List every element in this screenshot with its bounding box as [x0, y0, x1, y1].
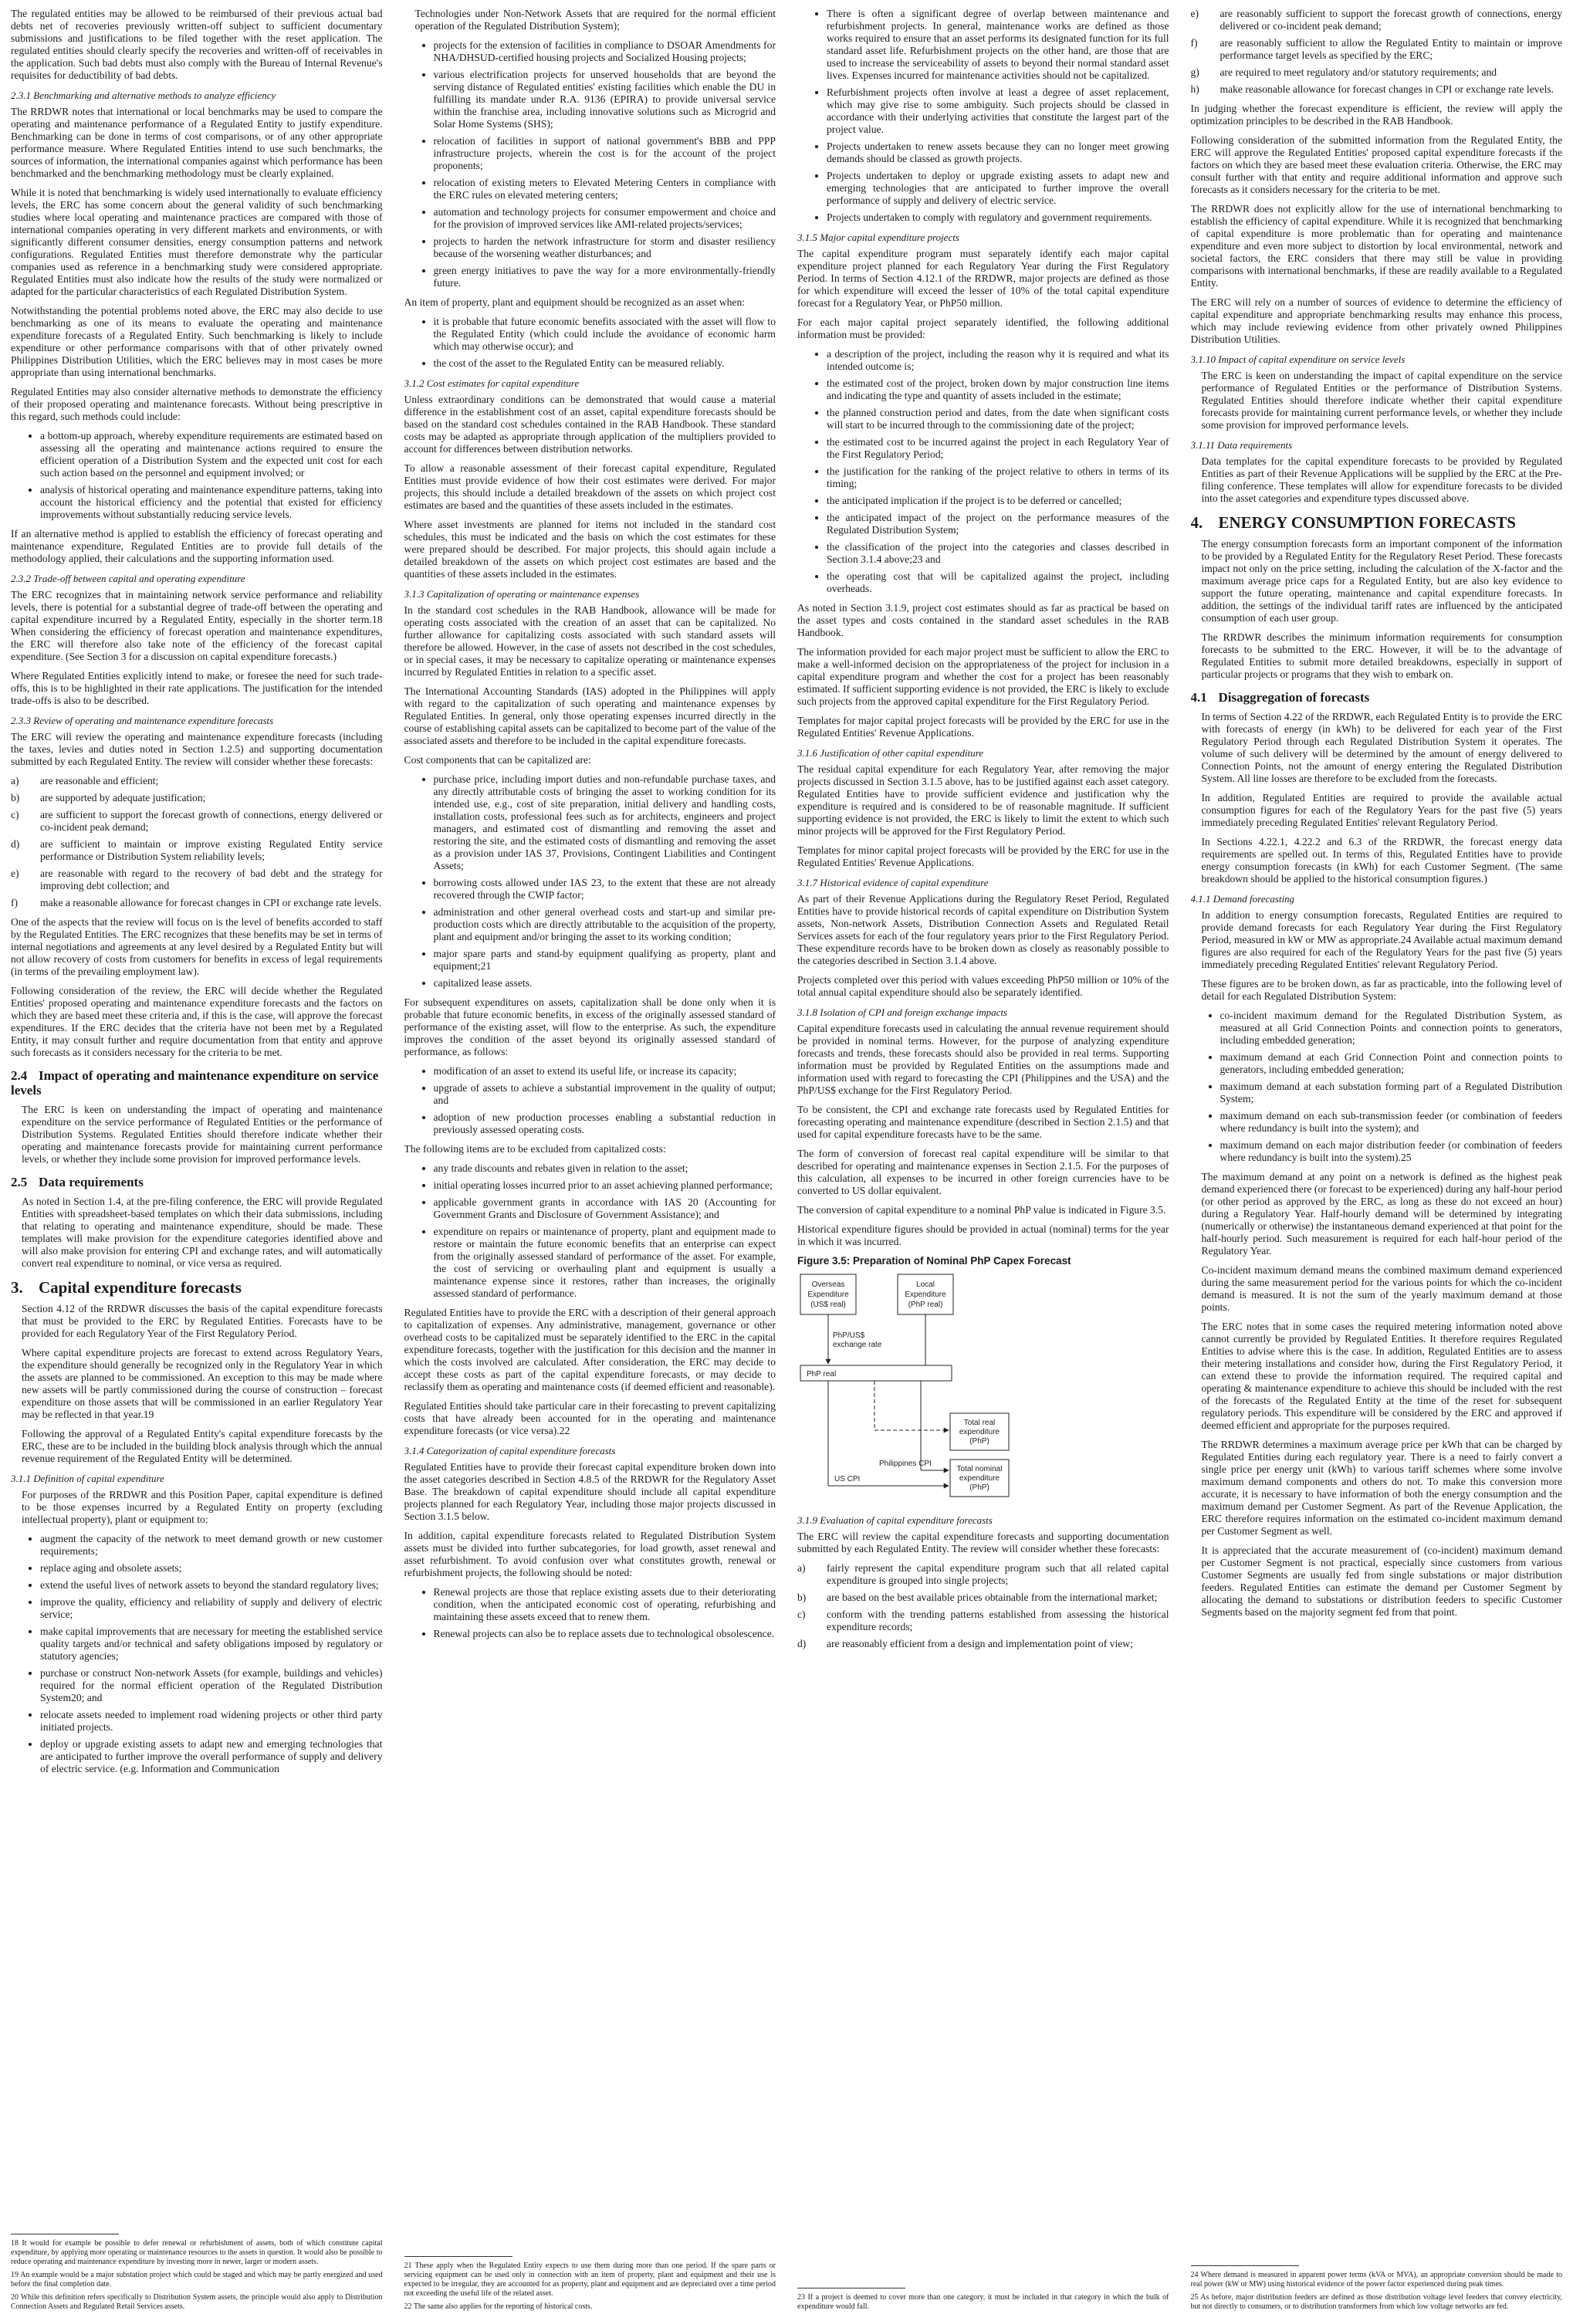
- svg-text:PhP real: PhP real: [807, 1370, 837, 1379]
- bullet-list: [404, 39, 776, 289]
- box-php-real: [800, 1365, 952, 1381]
- bullet-list: [404, 1065, 776, 1136]
- list-item: • improve the quality, efficiency and reliability of supply and delivery of electric service;: [40, 1596, 383, 1621]
- subsection-heading-3-1-1: 3.1.1 Definition of capital expenditure: [11, 1473, 164, 1484]
- paragraph: To be consistent, the CPI and exchange rate forecasts used by Regulated Entities for forecasting operating and maintenance expenditure (described in Section 2.1.5) and that used for capital expenditure forecasts have to be the same.: [797, 1104, 1169, 1140]
- list-item: • the planned construction period and dates, from the date when significant costs will start to be incurred through to the commissioning date of the project;: [827, 407, 1169, 431]
- ph-cpi-label: Philippines CPI: [879, 1460, 932, 1468]
- list-item: • purchase price, including import duties and non-refundable purchase taxes, and any directly attributable costs of bringing the asset to working condition for its intended use, e.g., cost of site preparation, initial delivery and handling costs, installation costs, professional fees such as for architects, engineers and project managers, and estimated cost of dismantling and removing the asset and restoring the site, and the estimated costs of dismantling and removing the asset as a provision under IAS 37, Provisions, Contingent Liabilities and Contingent Assets;: [434, 773, 776, 872]
- list-item: • the anticipated implication if the project is to be deferred or cancelled;: [827, 495, 1169, 507]
- svg-text:(US$ real): (US$ real): [810, 1301, 846, 1309]
- subsection-heading-3-1-10: 3.1.10 Impact of capital expenditure on service levels: [1190, 354, 1406, 365]
- fx-label: exchange rate: [833, 1341, 882, 1349]
- footnotes: [1191, 2258, 1563, 2316]
- svg-text:(PhP real): (PhP real): [908, 1301, 943, 1309]
- paragraph: Section 4.12 of the RRDWR discusses the basis of the capital expenditure forecasts that must be provided to the ERC by Regulated Entities. Forecasts have to be provided for each Regulatory Year of the First Regulatory Period.: [22, 1303, 383, 1339]
- bullet-list: [797, 8, 1169, 224]
- list-item: • deploy or upgrade existing assets to adapt new and emerging technologies that are anticipated to further improve the overall performance of supply and delivery of electric service. (e.g. Information and Communication: [40, 1738, 383, 1775]
- list-item: e) are reasonable with regard to the recovery of bad debt and the strategy for improving debt collection; and: [11, 868, 383, 891]
- paragraph: Technologies under Non-Network Assets that are required for the normal efficient operation of the Regulated Distribution System);: [414, 8, 776, 32]
- paragraph: The RRDWR does not explicitly allow for the use of international benchmarking to establish the efficiency of capital expenditure. While it is recognized that benchmarking of capital expenditure is more problematic than for operating and maintenance expenditure and even more subject to distortion by local environmental, network and societal factors, the ERC considers that there may still be value in providing comparisons with international benchmarks, if these are readily available to a Regulated Entity.: [1190, 203, 1562, 289]
- paragraph: For each major capital project separately identified, the following additional information must be provided:: [797, 316, 1169, 340]
- subsection-heading-3-1-9: 3.1.9 Evaluation of capital expenditure forecasts: [797, 1514, 993, 1526]
- paragraph: It is appreciated that the accurate measurement of (co-incident) maximum demand per Customer Segment is not practical, especially since customers from various Customer Segments are usually fed from single substations or major distribution feeders. Regulated Entities can estimate the demand per Customer Segment by allocating the demand to substations or distribution feeders to specific Customer Segments based on the majority segment fed from that point.: [1201, 1544, 1562, 1618]
- paragraph: If an alternative method is applied to establish the efficiency of forecast operating and maintenance expenditure, Regulated Entities are to provide full details of the methodology applied, their calculations and the supporting information used.: [11, 528, 383, 564]
- list-item: • various electrification projects for unserved households that are beyond the serving distance of Regulated entities' existing facilities which enable the DU in fulfilling its mandate under R.A. 9136 (EPIRA) to provide universal service within the franchise area, including innovative solutions such as Microgrid and Solar Home Systems (SHS);: [434, 69, 776, 130]
- list-item: • purchase or construct Non-network Assets (for example, buildings and vehicles) required for the normal efficient operation of the Regulated Distribution System20; and: [40, 1667, 383, 1704]
- fx-label: PhP/US$: [833, 1331, 865, 1340]
- paragraph: In Sections 4.22.1, 4.22.2 and 6.3 of the RRDWR, the forecast energy data requirements are spelled out. In terms of this, Regulated Entities have to provide energy consumption forecasts (in kWh) for each Customer Segment. (The same breakdown should be applied to the historical consumption figures.): [1201, 836, 1562, 885]
- paragraph: In addition, capital expenditure forecasts related to Regulated Distribution System assets must be divided into further subcategories, for load growth, asset renewal and asset refurbishment. To avoid confusion over what constitutes growth, renewal or refurbishment projects, the following should be noted:: [404, 1530, 776, 1578]
- subsection-heading-2-3-2: 2.3.2 Trade-off between capital and operating expenditure: [11, 573, 245, 584]
- list-item: c) are sufficient to support the forecast growth of connections, energy delivered or co-incident peak demand;: [11, 809, 383, 833]
- list-item: • major spare parts and stand-by equipment qualifying as property, plant and equipment;21: [434, 948, 776, 973]
- list-item: • augment the capacity of the network to meet demand growth or new customer requirements;: [40, 1533, 383, 1558]
- list-item: • relocation of existing meters to Elevated Metering Centers in compliance with the ERC rules on elevated metering centers;: [434, 177, 776, 201]
- footnote-rule: [1191, 2265, 1299, 2266]
- list-item: • make capital improvements that are necessary for meeting the established service quality targets and/or technical and safety obligations imposed by regulatory or statutory agencies;: [40, 1625, 383, 1663]
- paragraph: Following consideration of the review, the ERC will decide whether the Regulated Entities' proposed operating and maintenance expenditure forecasts and the factors on which they are based meet these criteria and, if this is the case, will approve the forecast expenditures. If the ERC decides that the criteria have not been met by a Regulated Entity, it may consult further and require documentation from that entity and approve such forecasts as it considers necessary for the criteria to be met.: [11, 985, 383, 1058]
- paragraph: The energy consumption forecasts form an important component of the information to be provided by a Regulated Entity for the Regulatory Reset Period. These forecasts impact not only on the price setting, including the calculation of the X-factor and the maximum average price caps for a Regulated Entity, but are also key evidence to support the future operating, maintenance and capital expenditure forecasts. In addition, the settings of the individual tariff rates are influenced by the anticipated consumption of each user group.: [1201, 538, 1562, 624]
- paragraph: For subsequent expenditures on assets, capitalization shall be done only when it is probable that future economic benefits, in excess of the originally assessed standard of performance of the existing asset, will flow to the enterprise. As such, the expenditure improves the condition of the asset beyond its originally assessed standard of performance, as follows:: [404, 996, 776, 1057]
- list-item: • a description of the project, including the reason why it is required and what its intended outcome is;: [827, 348, 1169, 373]
- list-item: • applicable government grants in accordance with IAS 20 (Accounting for Government Grants and Disclosure of Government Assistance); and: [434, 1196, 776, 1221]
- us-cpi-label: US CPI: [834, 1475, 861, 1483]
- paragraph: Notwithstanding the potential problems noted above, the ERC may also decide to use benchmarking as one of its means to evaluate the operating and maintenance expenditure forecasts of a Regulated Entity. Such benchmarking is likely to include expenditure or other performance comparisons with that of other privately owned Philippines Distribution Utilities, which the ERC believes may in most cases be more appropriate than using international benchmarks.: [11, 305, 383, 378]
- paragraph: Data templates for the capital expenditure forecasts to be provided by Regulated Entities as part of their Revenue Applications will be supplied by the ERC at the Pre-filing conference. These templates will allow for expenditure forecasts to be divided into the asset categories and expenditure types discussed above.: [1201, 455, 1562, 504]
- section-heading-2-5: 2.5 Data requirements: [11, 1175, 144, 1189]
- list-item: • the estimated cost to be incurred against the project in each Regulatory Year of the First Regulatory Period;: [827, 436, 1169, 461]
- list-item: b) are based on the best available prices obtainable from the international market;: [797, 1592, 1158, 1603]
- list-item: d) are sufficient to maintain or improve existing Regulated Entity service performance or Distribution System reliability levels;: [11, 838, 383, 862]
- section-heading-4-1: 4.1 Disaggregation of forecasts: [1190, 690, 1370, 705]
- list-item: • maximum demand at each Grid Connection Point and connection points to generators, including embedded generation;: [1220, 1051, 1563, 1076]
- list-item: • upgrade of assets to achieve a substantial improvement in the quality of output; and: [434, 1082, 776, 1107]
- list-item: g) are required to meet regulatory and/or statutory requirements; and: [1190, 66, 1497, 78]
- list-item: • the justification for the ranking of the project relative to others in terms of its timing;: [827, 465, 1169, 490]
- list-item: • Renewal projects can also be to replace assets due to technological obsolescence.: [434, 1628, 776, 1640]
- column-1: [11, 8, 383, 2323]
- paragraph: Regulated Entities should take particular care in their forecasting to prevent capitalizing costs that have already been accounted for in the operating and maintenance expenditure forecasts (or vice versa).22: [404, 1400, 776, 1436]
- list-item: • the estimated cost of the project, broken down by major construction line items and indicating the type and quantity of assets included in the estimate;: [827, 377, 1169, 402]
- paragraph: Where capital expenditure projects are forecast to extend across Regulatory Years, the expenditure should generally be recognized only in the Regulatory Year in which the assets are planned to be commissioned. An exception to this may be made where new assets will be partly commissioned during the course of construction – forecast expenditure on those assets that will be commissioned in an earlier Regulatory Year may be reflected in that year.19: [22, 1347, 383, 1420]
- paragraph: The ERC notes that in some cases the required metering information noted above cannot currently be provided by Regulated Entities. It therefore requires Regulated Entities to advise where this is the case. In addition, Regulated Entities are to assess their metering installations and consider how, during the First Regulatory Period, it can extend these to provide the information required. The required capital and operating & maintenance expenditure to achieve this should be included with the rest of the forecasts of the Regulated Entity at the time of the reset for subsequent regulatory periods. This expenditure will be considered by the ERC and approved if deemed efficient and appropriate for the purposes required.: [1201, 1321, 1562, 1431]
- paragraph: While it is noted that benchmarking is widely used internationally to evaluate efficiency levels, the ERC has some concern about the general validity of such benchmarking studies where local operating and maintenance practices are compared with those of international companies operating in very different markets and environments, or with significantly different consumer densities, energy consumption patterns and network configurations. Regulated Entities must therefore demonstrate why the particular companies used as reference in a benchmarking study were considered appropriate. Regulated Entities must also indicate how the results of the study were normalized or adapted for the particular characteristics of each Regulated Distribution System.: [11, 187, 383, 297]
- list-item: • maximum demand on each major distribution feeder (or combination of feeders where redundancy is built into the system).25: [1220, 1139, 1563, 1164]
- box-total-nominal-expenditure: [950, 1460, 1009, 1497]
- bullet-list: [11, 1533, 383, 1775]
- list-item: f) are reasonably sufficient to allow the Regulated Entity to maintain or improve performance target levels as specified by the ERC;: [1190, 37, 1562, 61]
- paragraph: The RRDWR determines a maximum average price per kWh that can be charged by Regulated Entities during each regulatory year. There is a need to fairly convert a single price per energy unit (kWh) to various tariff schemes where some involve maximum demand components and others do not. To make this conversion more accurate, it is necessary to have information of both the energy consumption and the maximum demand per Customer Segment. As part of the Revenue Application, the ERC therefore requires information on the estimated co-incident maximum demand per Customer Segment as well.: [1201, 1439, 1562, 1537]
- paragraph: Following consideration of the submitted information from the Regulated Entity, the ERC will approve the Regulated Entities' proposed capital expenditure forecasts if the factors on which they are based meet these evaluation criteria. Otherwise, the ERC may consult further with that entity and require additional information and approve such forecasts as it considers necessary for the criteria to be met.: [1190, 134, 1562, 195]
- box-total-real-expenditure: [950, 1413, 1009, 1450]
- list-item: • capitalized lease assets.: [434, 977, 776, 989]
- subsection-heading-3-1-8: 3.1.8 Isolation of CPI and foreign exchange impacts: [797, 1006, 1008, 1018]
- paragraph: As noted in Section 1.4, at the pre-filing conference, the ERC will provide Regulated Entities with spreadsheet-based templates on which their data submissions, including that relating to operating and maintenance expenditure, should be made. These templates will make provision for the expenditure categories identified above and will also make provision for entering CPI and exchange rates, and will automatically convert real expenditure to nominal, or vice versa as required.: [22, 1196, 383, 1269]
- list-item: • Projects undertaken to renew assets because they can no longer meet growing demands should be classed as growth projects.: [827, 140, 1169, 165]
- lettered-list: [797, 1562, 1169, 1650]
- svg-text:Expenditure: Expenditure: [905, 1291, 946, 1299]
- column-2: [404, 8, 776, 2323]
- list-item: • relocate assets needed to implement road widening projects or other third party initiated projects.: [40, 1709, 383, 1734]
- list-item: • it is probable that future economic benefits associated with the asset will flow to the Regulated Entity (which could include the avoidance of economic harm which may otherwise occur); and: [434, 316, 776, 353]
- list-item: • projects to harden the network infrastructure for storm and disaster resiliency because of the worsening weather disturbances; and: [434, 235, 776, 260]
- box-local-expenditure: [898, 1274, 953, 1314]
- paragraph: The information provided for each major project must be sufficient to allow the ERC to make a well-informed decision on the appropriateness of the project for inclusion in a capital expenditure program and whether the cost for a project has been reasonably estimated. If sufficient supporting evidence is not provided, the ERC is likely to exclude such projects from the approved capital expenditure for the First Regulatory Period.: [797, 646, 1169, 707]
- svg-text:(PhP): (PhP): [969, 1483, 989, 1492]
- subsection-heading-3-1-2: 3.1.2 Cost estimates for capital expenditure: [404, 377, 580, 389]
- list-item: • Refurbishment projects often involve at least a degree of asset replacement, which may give rise to some ambiguity. Such projects should be classed in accordance with their underlying activities that constitute the largest part of the project value.: [827, 86, 1169, 136]
- footnote: 22 The same also applies for the reporting of historical costs.: [404, 2302, 593, 2311]
- list-item: • Projects undertaken to comply with regulatory and government requirements.: [827, 211, 1169, 224]
- paragraph: Templates for minor capital project forecasts will be provided by the ERC for use in the Regulated Entities' Revenue Applications.: [797, 844, 1169, 868]
- list-item: • expenditure on repairs or maintenance of property, plant and equipment made to restore or maintain the future economic benefits that an enterprise can expect from the originally assessed standard of performance of the asset. For example, the cost of servicing or overhauling plant and equipment is usually a maintenance expense since it restores, rather than increases, the originally assessed standard of performance.: [434, 1226, 776, 1300]
- paragraph: As part of their Revenue Applications during the Regulatory Reset Period, Regulated Entities have to provide historical records of capital expenditure on Distribution System assets, Non-network Assets, Distribution Connection Assets and Regulated Retail Services assets for each of the four regulatory years prior to the First Regulatory Period. These expenditure records have to be broken down as closely as reasonably possible to the categories described in Section 3.1.4 above.: [797, 893, 1169, 966]
- chapter-heading-4: 4. ENERGY CONSUMPTION FORECASTS: [1190, 513, 1516, 532]
- box-overseas-expenditure: [800, 1274, 856, 1314]
- list-item: a) are reasonable and efficient;: [11, 775, 159, 787]
- svg-text:Expenditure: Expenditure: [807, 1291, 849, 1299]
- lettered-list: [1191, 8, 1563, 96]
- list-item: • co-incident maximum demand for the Regulated Distribution System, as measured at all Grid Connection Points and connection points to generators, including embedded generation;: [1220, 1010, 1563, 1047]
- list-item: • maximum demand on each sub-transmission feeder (or combination of feeders where redundancy is built into the system); and: [1220, 1110, 1563, 1135]
- list-item: • adoption of new production processes enabling a substantial reduction in previously assessed operating costs.: [434, 1111, 776, 1136]
- list-item: • administration and other general overhead costs and start-up and similar pre-production costs which are directly attributable to the acquisition of the property, plant and equipment and/or bringing the asset to its working condition;: [434, 906, 776, 943]
- paragraph: Where asset investments are planned for items not included in the standard cost schedules, this must be indicated and the basis on which the cost estimates for these were prepared should be described. For major projects, this should again include a detailed breakdown of the assets on which project cost estimates are based and the quantities of these assets included in the estimates.: [404, 519, 776, 580]
- list-item: h) make reasonable allowance for forecast changes in CPI or exchange rate levels.: [1190, 83, 1554, 95]
- paragraph: The conversion of capital expenditure to a nominal PhP value is indicated in Figure 3.5.: [797, 1204, 1166, 1216]
- paragraph: The capital expenditure program must separately identify each major capital expenditure project planned for each Regulatory Year during the First Regulatory Period. In terms of Section 4.12.1 of the RRDWR, major projects are defined as those for which expenditure will exceed the lesser of 10% of the total capital expenditure forecast for a Regulatory Year, or PhP50 million.: [797, 248, 1169, 309]
- list-item: • the classification of the project into the categories and classes described in Section 3.1.4 above;23 and: [827, 541, 1169, 566]
- footnotes: [404, 2248, 776, 2316]
- bullet-list: [404, 316, 776, 370]
- paragraph: Projects completed over this period with values exceeding PhP50 million or 10% of the total annual capital expenditure should also be separately identified.: [797, 974, 1169, 998]
- paragraph: The ERC is keen on understanding the impact of capital expenditure on the service performance of Regulated Entities or the performance of Distribution Systems. Regulated Entities should therefore indicate whether their capital expenditure forecasts provide for maintaining current performance levels, or whether they include some provision for improved performance levels.: [1201, 370, 1562, 431]
- paragraph: These figures are to be broken down, as far as practicable, into the following level of detail for each Regulated Distribution System:: [1201, 978, 1562, 1002]
- bullet-list: [11, 430, 383, 521]
- list-item: a) fairly represent the capital expenditure program such that all related capital expenditure is grouped into single projects;: [797, 1562, 1169, 1586]
- figure-title: Figure 3.5: Preparation of Nominal PhP Capex Forecast: [797, 1255, 1071, 1267]
- list-item: • the anticipated impact of the project on the performance measures of the Regulated Distribution System;: [827, 512, 1169, 536]
- footnote: 21 These apply when the Regulated Entity expects to use them during more than one period. If the spare parts or servicing equipment can be used only in connection with an item of property, plant and equipment and their use is expected to be irregular, they are accounted for as property, plant and equipment and are depreciated over a time period not exceeding the useful life of the related asset.: [404, 2261, 776, 2298]
- list-item: • projects for the extension of facilities in compliance to DSOAR Amendments for NHA/DHSUD-certified housing projects and Socialized Housing projects;: [434, 39, 776, 64]
- footnote-rule: [404, 2256, 512, 2257]
- paragraph: The International Accounting Standards (IAS) adopted in the Philippines will apply with regard to the capitalization of such operating and maintenance expenses by Regulated Entities. In general, only those operating expenses incurred directly in the course of establishing capital assets can be capitalized to become part of the value of the associated assets and therefore to be included in the capital expenditure forecasts.: [404, 685, 776, 746]
- chapter-heading-3: 3. Capital expenditure forecasts: [11, 1278, 242, 1297]
- paragraph: Following the approval of a Regulated Entity's capital expenditure forecasts by the ERC, these are to be included in the building block analysis through which the annual revenue requirement of the Regulated Entity will be determined.: [22, 1428, 383, 1464]
- paragraph: Regulated Entities may also consider alternative methods to demonstrate the efficiency of their proposed operating and maintenance forecasts. Without being prescriptive in this regard, such methods could include:: [11, 386, 383, 422]
- paragraph: In terms of Section 4.22 of the RRDWR, each Regulated Entity is to provide the ERC with forecasts of energy (in kWh) to be delivered for each year of the First Regulatory Period through each Regulated Distribution System it operates. The volume of such delivery will be determined by the amount of energy delivered to Connection Points, not the amount of energy entering the Regulated Distribution System. All line losses are therefore to be excluded from the forecasts.: [1201, 711, 1562, 784]
- footnote: 19 An example would be a major substation project which could be staged and which may be partly energized and used before the final completion date.: [11, 2271, 383, 2288]
- list-item: f) make a reasonable allowance for forecast changes in CPI or exchange rate levels.: [11, 897, 381, 908]
- paragraph: The regulated entities may be allowed to be reimbursed of their previous actual bad debts net of recoveries previously written-off subject to sufficient documentary submissions and justifications to be filed together with the reset application. The regulated entities should clearly specify the recoveries and written-off of receivables in the application. Such bad debts must also comply with the Bureau of Internal Revenue's requisites for deductibility of bad debts.: [11, 8, 383, 81]
- list-item: • maximum demand at each substation forming part of a Regulated Distribution System;: [1220, 1081, 1563, 1105]
- lettered-list: [11, 775, 383, 909]
- paragraph: The residual capital expenditure for each Regulatory Year, after removing the major projects discussed in Section 3.1.5 above, has to be justified against each asset category. Regulated Entities have to provide sufficient evidence and justification why the expenditure is required and is considered to be of reasonable magnitude. If sufficient supporting evidence is not provided, the ERC is likely to limit the extent to which such minor projects will be approved for the First Regulatory Period.: [797, 763, 1169, 837]
- footnote: 25 As before, major distribution feeders are defined as those distribution voltage level feeders that convey electricity, but not directly to consumers, or to distribution transformers from which low voltage networks are fed.: [1190, 2293, 1562, 2311]
- svg-text:expenditure: expenditure: [959, 1428, 1000, 1436]
- paragraph: Historical expenditure figures should be provided in actual (nominal) terms for the year in which it was incurred.: [797, 1223, 1169, 1247]
- subsection-heading-4-1-1: 4.1.1 Demand forecasting: [1190, 893, 1295, 905]
- paragraph: An item of property, plant and equipment should be recognized as an asset when:: [404, 296, 746, 308]
- list-item: • replace aging and obsolete assets;: [40, 1562, 383, 1575]
- subsection-heading-3-1-3: 3.1.3 Capitalization of operating or maintenance expenses: [404, 588, 640, 600]
- subsection-heading-2-3-1: 2.3.1 Benchmarking and alternative methods to analyze efficiency: [11, 90, 276, 101]
- paragraph: The form of conversion of forecast real capital expenditure will be similar to that described for operating and maintenance expenses in Section 2.1.5. For the purposes of this calculation, all expenses to be incurred in other foreign currencies have to be converted to US dollar equivalent.: [797, 1148, 1169, 1196]
- bullet-list: [404, 1162, 776, 1300]
- list-item: • automation and technology projects for consumer empowerment and choice and for the provision of improved services like AMI-related projects/services;: [434, 206, 776, 231]
- paragraph: The following items are to be excluded from capitalized costs:: [404, 1143, 666, 1155]
- bullet-list: [404, 1586, 776, 1640]
- list-item: • borrowing costs allowed under IAS 23, to the extent that these are not already recovered through the CWIP factor;: [434, 877, 776, 902]
- subsection-heading-2-3-3: 2.3.3 Review of operating and maintenance expenditure forecasts: [11, 715, 274, 726]
- list-item: • initial operating losses incurred prior to an asset achieving planned performance;: [434, 1179, 776, 1192]
- list-item: • any trade discounts and rebates given in relation to the asset;: [434, 1162, 776, 1175]
- footnotes: [11, 2226, 383, 2316]
- paragraph: The maximum demand at any point on a network is defined as the highest peak demand experienced there (or forecast to be experienced) during any half-hour period (or other period as approved by the ERC, as long as these do not exceed an hour) during a Regulatory Year. Half-hourly demand will be determined by integrating (numerically or otherwise) the instantaneous demand experienced at that point for the half-hourly period. Such measurement is required for each half-hour period of the Regulatory Year.: [1201, 1171, 1562, 1257]
- paragraph: One of the aspects that the review will focus on is the level of benefits accorded to staff by the Regulated Entities. The ERC recognizes that these benefits may be set in terms of internal negotiations and agreements at any level desired by a Regulated Entity but will not allow recovery of costs from customers for benefits in excess of legal requirements (in terms of the prevailing employment law).: [11, 916, 383, 977]
- paragraph: In judging whether the forecast expenditure is efficient, the review will apply the optimization principles to be described in the RAB Handbook.: [1190, 103, 1562, 127]
- paragraph: Unless extraordinary conditions can be demonstrated that would cause a material difference in the establishment cost of an asset, capital expenditure forecasts should be based on the standard cost schedules contained in the RAB Handbook. These standard costs may be adapted as appropriate through application of the multipliers provided to account for differences between distribution networks.: [404, 394, 776, 455]
- bullet-list: [1191, 1010, 1563, 1164]
- paragraph: The RRDWR describes the minimum information requirements for consumption forecasts to be submitted to the ERC. However, it will be to the advantage of Regulated Entities to submit more detailed breakdowns, especially in support of particular projects or programs that they wish to embark on.: [1201, 631, 1562, 680]
- paragraph: To allow a reasonable assessment of their forecast capital expenditure, Regulated Entities must provide evidence of how their cost estimates were derived. For major projects, this should include a detailed breakdown of the assets on which project cost estimates are based and the quantities of these assets included in the estimates.: [404, 462, 776, 511]
- paragraph: The ERC will rely on a number of sources of evidence to determine the efficiency of capital expenditure and appropriate benchmarking results may enhance this process, which may include reviewing evidence from other privately owned Philippines Distribution Utilities.: [1190, 296, 1562, 345]
- footnote: 20 While this definition refers specifically to Distribution System assets, the principle would also apply to Distribution Connection Assets and Regulated Retail Services assets.: [11, 2293, 383, 2311]
- svg-text:Total real: Total real: [963, 1419, 996, 1427]
- section-heading-2-4: 2.4 Impact of operating and maintenance expenditure on service levels: [11, 1068, 379, 1098]
- paragraph: Regulated Entities have to provide the ERC with a description of their general approach to capitalization of expenses. Any administrative, management, governance or other overhead costs to be capitalized must be separately identified to the ERC in the capital expenditure forecasts, together with the justification for this decision and the manner in which the costs involved are calculated. After consideration, the ERC may decide to accept these costs as part of the capital expenditure forecasts, or may decide to reclassify them as operating and maintenance costs (if deemed efficient and reasonable).: [404, 1307, 776, 1392]
- svg-text:Total nominal: Total nominal: [956, 1465, 1003, 1473]
- column-3: [797, 8, 1169, 2323]
- list-item: • modification of an asset to extend its useful life, or increase its capacity;: [434, 1065, 776, 1077]
- svg-text:expenditure: expenditure: [959, 1474, 1000, 1483]
- paragraph: Capital expenditure forecasts used in calculating the annual revenue requirement should be provided in nominal terms. However, for the purpose of analyzing expenditure forecasts and trends, these forecasts should also be provided in real terms. Supporting information must be provided by Regulated Entities on the assumptions made and information used with regard to forecasting the CPI (Philippines and the USA) and the PhP/US$ exchange for the First Regulatory Period.: [797, 1023, 1169, 1096]
- list-item: • Projects undertaken to deploy or upgrade existing assets to adapt new and emerging technologies that are anticipated to further improve the overall performance of supply and delivery of electric service.: [827, 170, 1169, 207]
- paragraph: Cost components that can be capitalized are:: [404, 754, 591, 766]
- paragraph: In the standard cost schedules in the RAB Handbook, allowance will be made for operating costs associated with the creation of an asset that can be capitalized. No further allowance for capitalizing costs associated with such standard assets will therefore be allowed. However, in the case of assets not described in the cost schedules, or in special cases, it may be necessary to capitalize operating or maintenance expenses incurred by Regulated Entities in relation to a specific asset.: [404, 604, 776, 678]
- list-item: • There is often a significant degree of overlap between maintenance and refurbishment projects. In general, maintenance works are defined as those works required to ensure that an asset performs its designated function for its full standard asset life. Refurbishment projects on the other hand, are those that are used to increase the serviceability of assets to beyond their normal standard asset lives. Expenses incurred for maintenance activities should not be capitalized.: [827, 8, 1169, 82]
- list-item: • extend the useful lives of network assets to beyond the standard regulatory lives;: [40, 1579, 383, 1592]
- list-item: • analysis of historical operating and maintenance expenditure patterns, taking into account the historical efficiency and the potential that existed for efficiency improvements without substantially reducing service levels.: [40, 484, 383, 521]
- subsection-heading-3-1-11: 3.1.11 Data requirements: [1190, 439, 1293, 451]
- paragraph: The ERC will review the operating and maintenance expenditure forecasts (including the taxes, levies and duties noted in Section 1.2.5) and supporting documentation submitted by each Regulated Entity. The review will consider whether these forecasts:: [11, 731, 383, 767]
- list-item: • relocation of facilities in support of national government's BBB and PPP infrastructure projects, wherein the cost is for the account of the project proponents;: [434, 135, 776, 172]
- capex-flow-diagram: [797, 1271, 1029, 1503]
- paragraph: The ERC is keen on understanding the impact of operating and maintenance expenditure on the service performance of Regulated Entities or the performance of Distribution Systems. Regulated Entities should therefore indicate whether their operating and maintenance forecasts provide for maintaining current performance levels, or whether they include some provision for improved performance levels.: [22, 1104, 383, 1165]
- list-item: d) are reasonably efficient from a design and implementation point of view;: [797, 1638, 1133, 1649]
- paragraph: Regulated Entities have to provide their forecast capital expenditure broken down into the asset categories described in Section 4.8.5 of the RRDWR for the Regulatory Asset Base. The breakdown of capital expenditure should include all capital expenditure projects planned for each Regulatory Year, including those major projects discussed in Section 3.1.5 below.: [404, 1461, 776, 1522]
- footnotes: [797, 2280, 1169, 2316]
- footnote: 23 If a project is deemed to cover more than one category, it must be included in that category in which the bulk of expenditure would fall.: [797, 2293, 1169, 2311]
- paragraph: The ERC recognizes that in maintaining network service performance and reliability levels, there is potential for a substantial degree of trade-off between the operating and capital expenditure incurred by a Regulated Entity, especially in the shorter term.18 When considering the efficiency of forecast operation and maintenance expenditures, the ERC will therefore also take note of the efficiency of the forecast capital expenditure. (See Section 3 for a discussion on capital expenditure forecasts.): [11, 589, 383, 662]
- paragraph: Templates for major capital project forecasts will be provided by the ERC for use in the Regulated Entities' Revenue Applications.: [797, 715, 1169, 739]
- list-item: • green energy initiatives to pave the way for a more environmentally-friendly future.: [434, 265, 776, 289]
- list-item: • the operating cost that will be capitalized against the project, including overheads.: [827, 570, 1169, 595]
- subsection-heading-3-1-7: 3.1.7 Historical evidence of capital expenditure: [797, 877, 989, 888]
- list-item: • Renewal projects are those that replace existing assets due to their deteriorating condition, when the anticipated economic cost of operating, refurbishing and maintaining these assets exceed that to renew them.: [434, 1586, 776, 1623]
- subsection-heading-3-1-5: 3.1.5 Major capital expenditure projects: [797, 232, 959, 243]
- paragraph: In addition to energy consumption forecasts, Regulated Entities are required to provide demand forecasts for each Regulatory Year during the First Regulatory Period, measured in kW or MW as appropriate.24 Available actual maximum demand figures are also required for each of the Regulatory Years for the past five (5) years immediately preceding Regulated Entities' relevant Regulatory Period.: [1201, 909, 1562, 970]
- subsection-heading-3-1-4: 3.1.4 Categorization of capital expenditure forecasts: [404, 1445, 616, 1456]
- list-item: • the cost of the asset to the Regulated Entity can be measured reliably.: [434, 357, 776, 370]
- list-item: e) are reasonably sufficient to support the forecast growth of connections, energy delivered or co-incident peak demand;: [1190, 8, 1562, 32]
- column-4: [1191, 8, 1563, 2323]
- list-item: b) are supported by adequate justification;: [11, 792, 206, 803]
- svg-text:Overseas: Overseas: [811, 1280, 845, 1289]
- paragraph: For purposes of the RRDWR and this Position Paper, capital expenditure is defined to be those expenses incurred by a Regulated Entity on property (excluding intellectual property), plant or equipment to:: [22, 1489, 383, 1525]
- bullet-list: [797, 348, 1169, 595]
- paragraph: In addition, Regulated Entities are required to provide the available actual consumption figures for each of the Regulatory Years for the past five (5) years immediately preceding Regulated Entities' relevant Regulatory Period.: [1201, 792, 1562, 828]
- subsection-heading-3-1-6: 3.1.6 Justification of other capital expenditure: [797, 747, 984, 759]
- svg-text:(PhP): (PhP): [969, 1437, 989, 1446]
- paragraph: The ERC will review the capital expenditure forecasts and supporting documentation submitted by each Regulated Entity. The review will consider whether these forecasts:: [797, 1531, 1169, 1554]
- list-item: • a bottom-up approach, whereby expenditure requirements are estimated based on assessing all the operating and maintenance actions required to ensure the efficient operation of a Distribution System and the expected unit cost for each such action based on the personnel and equipment involved; or: [40, 430, 383, 479]
- paragraph: Where Regulated Entities explicitly intend to make, or foresee the need for such trade-offs, this is to be highlighted in their rate applications. The justification for the intended trade-offs is also to be described.: [11, 670, 383, 706]
- list-item: c) conform with the trending patterns established from assessing the historical expenditure records;: [797, 1609, 1169, 1632]
- paragraph: As noted in Section 3.1.9, project cost estimates should as far as practical be based on the asset types and costs contained in the standard asset schedules in the RAB Handbook.: [797, 602, 1169, 638]
- paragraph: Co-incident maximum demand means the combined maximum demand experienced during the same measurement period for the various points for which the co-incident demand is measured. It is not the sum of the yearly maximum demand at those points.: [1201, 1264, 1562, 1313]
- bullet-list: [404, 773, 776, 989]
- svg-text:Local: Local: [916, 1280, 935, 1289]
- paragraph: The RRDWR notes that international or local benchmarks may be used to compare the operating and maintenance performance of a Regulated Entity to justify expenditure. Benchmarking can be done in terms of cost comparisons, or of any other appropriate performance measure. Where Regulated Entities intend to use such benchmarks, the sources of information, the international companies against which performance has been benchmarked and the benchmarking methodology must be clearly explained.: [11, 106, 383, 179]
- footnote: 18 It would for example be possible to defer renewal or refurbishment of assets, both of which constitute capital expenditure, by applying more operating or maintenance resources to the assets in question. It would also be possible to reduce operating and maintenance expenditure by investing more in newer, larger or modern assets.: [11, 2239, 383, 2266]
- footnote: 24 Where demand is measured in apparent power terms (kVA or MVA), an appropriate conversion should be made to real power (kW or MW) using historical evidence of the power factor experienced during peak times.: [1190, 2271, 1562, 2288]
